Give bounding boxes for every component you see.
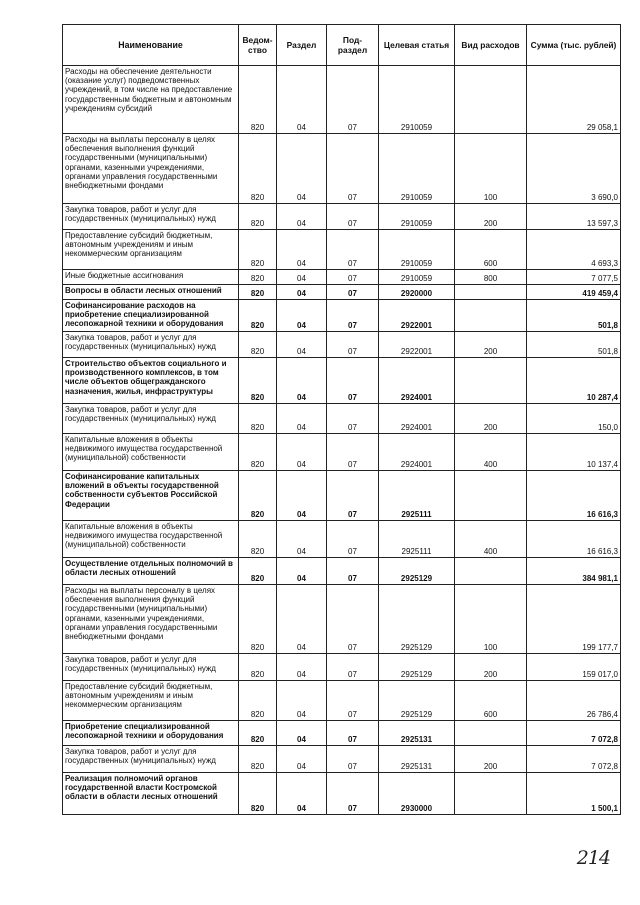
row-summa: 4 693,3 — [527, 230, 621, 270]
row-vid: 400 — [455, 434, 527, 471]
table-row — [63, 654, 621, 681]
row-ved: 820 — [239, 404, 277, 434]
row-vid — [455, 358, 527, 404]
row-razdel: 04 — [277, 204, 327, 230]
row-podrazdel: 07 — [327, 358, 379, 404]
row-vid: 600 — [455, 230, 527, 270]
row-razdel: 04 — [277, 746, 327, 773]
row-name: Расходы на выплаты персоналу в целях обеспечения выполнения функций государственными (муниципальными) органами, казенными учреждениями, органами управления государственными внебюджетными фондами — [63, 585, 239, 654]
row-vid: 600 — [455, 681, 527, 721]
row-razdel: 04 — [277, 404, 327, 434]
row-name: Расходы на обеспечение деятельности (оказание услуг) подведомственных учреждений, в том числе на предоставление государственным бюджетным и автономным учреждениям субсидий — [63, 66, 239, 134]
row-razdel: 04 — [277, 358, 327, 404]
row-summa: 13 597,3 — [527, 204, 621, 230]
table-row — [63, 773, 621, 815]
row-name: Расходы на выплаты персоналу в целях обеспечения выполнения функций государственными (муниципальными) органами, казенными учреждениями, органами управления государственными внебюджетными фондами — [63, 134, 239, 204]
row-ved: 820 — [239, 585, 277, 654]
row-vid: 200 — [455, 654, 527, 681]
row-razdel: 04 — [277, 332, 327, 358]
row-celevaya: 2925111 — [379, 521, 455, 558]
row-vid: 400 — [455, 521, 527, 558]
row-summa: 29 058,1 — [527, 66, 621, 134]
row-podrazdel: 07 — [327, 681, 379, 721]
row-summa: 7 077,5 — [527, 270, 621, 285]
row-vid: 100 — [455, 585, 527, 654]
row-podrazdel: 07 — [327, 746, 379, 773]
row-razdel: 04 — [277, 773, 327, 815]
row-name: Софинансирование расходов на приобретение специализированной лесопожарной техники и оборудования — [63, 300, 239, 332]
row-name: Капитальные вложения в объекты недвижимого имущества государственной (муниципальной) собственности — [63, 434, 239, 471]
budget-table — [62, 24, 621, 815]
row-podrazdel: 07 — [327, 134, 379, 204]
row-summa: 199 177,7 — [527, 585, 621, 654]
row-ved: 820 — [239, 300, 277, 332]
row-razdel: 04 — [277, 300, 327, 332]
row-name: Строительство объектов социального и производственного комплексов, в том числе объектов общегражданского назначения, жилья, инфраструктуры — [63, 358, 239, 404]
row-summa: 501,8 — [527, 332, 621, 358]
row-ved: 820 — [239, 358, 277, 404]
row-razdel: 04 — [277, 585, 327, 654]
table-header-row — [63, 25, 621, 66]
row-name: Закупка товаров, работ и услуг для государственных (муниципальных) нужд — [63, 654, 239, 681]
row-ved: 820 — [239, 654, 277, 681]
table-row — [63, 471, 621, 521]
row-ved: 820 — [239, 332, 277, 358]
row-ved: 820 — [239, 521, 277, 558]
row-ved: 820 — [239, 134, 277, 204]
table-row — [63, 585, 621, 654]
row-ved: 820 — [239, 471, 277, 521]
header-podrazdel: Под-раздел — [327, 25, 379, 66]
row-celevaya: 2925111 — [379, 471, 455, 521]
table-row — [63, 681, 621, 721]
row-celevaya: 2920000 — [379, 285, 455, 300]
row-vid — [455, 773, 527, 815]
row-celevaya: 2910059 — [379, 270, 455, 285]
row-summa: 10 137,4 — [527, 434, 621, 471]
table-row — [63, 285, 621, 300]
header-ved: Ведом-ство — [239, 25, 277, 66]
row-celevaya: 2925129 — [379, 585, 455, 654]
row-summa: 7 072,8 — [527, 746, 621, 773]
row-summa: 3 690,0 — [527, 134, 621, 204]
row-celevaya: 2925129 — [379, 558, 455, 585]
row-podrazdel: 07 — [327, 204, 379, 230]
header-celevaya: Целевая статья — [379, 25, 455, 66]
row-razdel: 04 — [277, 134, 327, 204]
row-ved: 820 — [239, 773, 277, 815]
row-vid — [455, 471, 527, 521]
row-podrazdel: 07 — [327, 332, 379, 358]
row-celevaya: 2910059 — [379, 66, 455, 134]
row-celevaya: 2930000 — [379, 773, 455, 815]
table-row — [63, 332, 621, 358]
row-podrazdel: 07 — [327, 230, 379, 270]
row-summa: 419 459,4 — [527, 285, 621, 300]
row-celevaya: 2924001 — [379, 358, 455, 404]
table-row — [63, 300, 621, 332]
row-summa: 150,0 — [527, 404, 621, 434]
row-ved: 820 — [239, 285, 277, 300]
row-podrazdel: 07 — [327, 721, 379, 746]
header-vid: Вид расходов — [455, 25, 527, 66]
row-name: Закупка товаров, работ и услуг для государственных (муниципальных) нужд — [63, 332, 239, 358]
row-vid: 200 — [455, 404, 527, 434]
row-podrazdel: 07 — [327, 66, 379, 134]
row-vid — [455, 300, 527, 332]
row-celevaya: 2922001 — [379, 332, 455, 358]
row-razdel: 04 — [277, 230, 327, 270]
table-row — [63, 204, 621, 230]
row-name: Осуществление отдельных полномочий в области лесных отношений — [63, 558, 239, 585]
row-razdel: 04 — [277, 558, 327, 585]
row-razdel: 04 — [277, 721, 327, 746]
row-name: Иные бюджетные ассигнования — [63, 270, 239, 285]
row-vid: 200 — [455, 204, 527, 230]
row-celevaya: 2910059 — [379, 204, 455, 230]
row-razdel: 04 — [277, 471, 327, 521]
row-summa: 159 017,0 — [527, 654, 621, 681]
header-name: Наименование — [63, 25, 239, 66]
row-celevaya: 2925131 — [379, 721, 455, 746]
page-number: 214 — [576, 847, 610, 869]
row-summa: 384 981,1 — [527, 558, 621, 585]
row-summa: 10 287,4 — [527, 358, 621, 404]
row-podrazdel: 07 — [327, 270, 379, 285]
table-row — [63, 358, 621, 404]
row-podrazdel: 07 — [327, 300, 379, 332]
row-ved: 820 — [239, 204, 277, 230]
row-podrazdel: 07 — [327, 285, 379, 300]
row-name: Вопросы в области лесных отношений — [63, 285, 239, 300]
row-name: Закупка товаров, работ и услуг для государственных (муниципальных) нужд — [63, 404, 239, 434]
row-summa: 16 616,3 — [527, 471, 621, 521]
row-name: Приобретение специализированной лесопожарной техники и оборудования — [63, 721, 239, 746]
row-summa: 26 786,4 — [527, 681, 621, 721]
row-summa: 16 616,3 — [527, 521, 621, 558]
table-row — [63, 404, 621, 434]
row-vid: 200 — [455, 746, 527, 773]
row-ved: 820 — [239, 270, 277, 285]
table-row — [63, 721, 621, 746]
table-row — [63, 270, 621, 285]
row-celevaya: 2910059 — [379, 134, 455, 204]
row-razdel: 04 — [277, 434, 327, 471]
row-vid — [455, 558, 527, 585]
row-summa: 1 500,1 — [527, 773, 621, 815]
row-ved: 820 — [239, 66, 277, 134]
table-row — [63, 134, 621, 204]
row-podrazdel: 07 — [327, 558, 379, 585]
row-podrazdel: 07 — [327, 404, 379, 434]
budget-sheet — [62, 24, 620, 815]
row-name: Софинансирование капитальных вложений в объекты государственной собственности субъектов Российской Федерации — [63, 471, 239, 521]
row-celevaya: 2910059 — [379, 230, 455, 270]
row-celevaya: 2925129 — [379, 681, 455, 721]
row-razdel: 04 — [277, 681, 327, 721]
row-celevaya: 2924001 — [379, 434, 455, 471]
row-vid — [455, 66, 527, 134]
row-razdel: 04 — [277, 285, 327, 300]
row-ved: 820 — [239, 230, 277, 270]
row-podrazdel: 07 — [327, 471, 379, 521]
row-celevaya: 2924001 — [379, 404, 455, 434]
row-ved: 820 — [239, 746, 277, 773]
row-ved: 820 — [239, 558, 277, 585]
row-name: Реализация полномочий органов государственной власти Костромской области в области лесных отношений — [63, 773, 239, 815]
row-vid: 800 — [455, 270, 527, 285]
row-ved: 820 — [239, 681, 277, 721]
row-ved: 820 — [239, 721, 277, 746]
row-name: Предоставление субсидий бюджетным, автономным учреждениям и иным некоммерческим организациям — [63, 230, 239, 270]
row-summa: 501,8 — [527, 300, 621, 332]
row-ved: 820 — [239, 434, 277, 471]
row-razdel: 04 — [277, 66, 327, 134]
table-row — [63, 230, 621, 270]
header-summa: Сумма (тыс. рублей) — [527, 25, 621, 66]
row-razdel: 04 — [277, 270, 327, 285]
table-row — [63, 746, 621, 773]
row-podrazdel: 07 — [327, 585, 379, 654]
header-razdel: Раздел — [277, 25, 327, 66]
table-row — [63, 434, 621, 471]
table-row — [63, 521, 621, 558]
row-razdel: 04 — [277, 654, 327, 681]
row-summa: 7 072,8 — [527, 721, 621, 746]
row-name: Закупка товаров, работ и услуг для государственных (муниципальных) нужд — [63, 746, 239, 773]
row-celevaya: 2925129 — [379, 654, 455, 681]
table-row — [63, 558, 621, 585]
row-vid — [455, 721, 527, 746]
row-podrazdel: 07 — [327, 773, 379, 815]
row-name: Предоставление субсидий бюджетным, автономным учреждениям и иным некоммерческим организациям — [63, 681, 239, 721]
row-vid: 100 — [455, 134, 527, 204]
row-name: Закупка товаров, работ и услуг для государственных (муниципальных) нужд — [63, 204, 239, 230]
row-name: Капитальные вложения в объекты недвижимого имущества государственной (муниципальной) собственности — [63, 521, 239, 558]
row-celevaya: 2925131 — [379, 746, 455, 773]
row-podrazdel: 07 — [327, 654, 379, 681]
row-vid — [455, 285, 527, 300]
row-podrazdel: 07 — [327, 521, 379, 558]
row-razdel: 04 — [277, 521, 327, 558]
row-podrazdel: 07 — [327, 434, 379, 471]
row-vid: 200 — [455, 332, 527, 358]
row-celevaya: 2922001 — [379, 300, 455, 332]
table-row — [63, 66, 621, 134]
